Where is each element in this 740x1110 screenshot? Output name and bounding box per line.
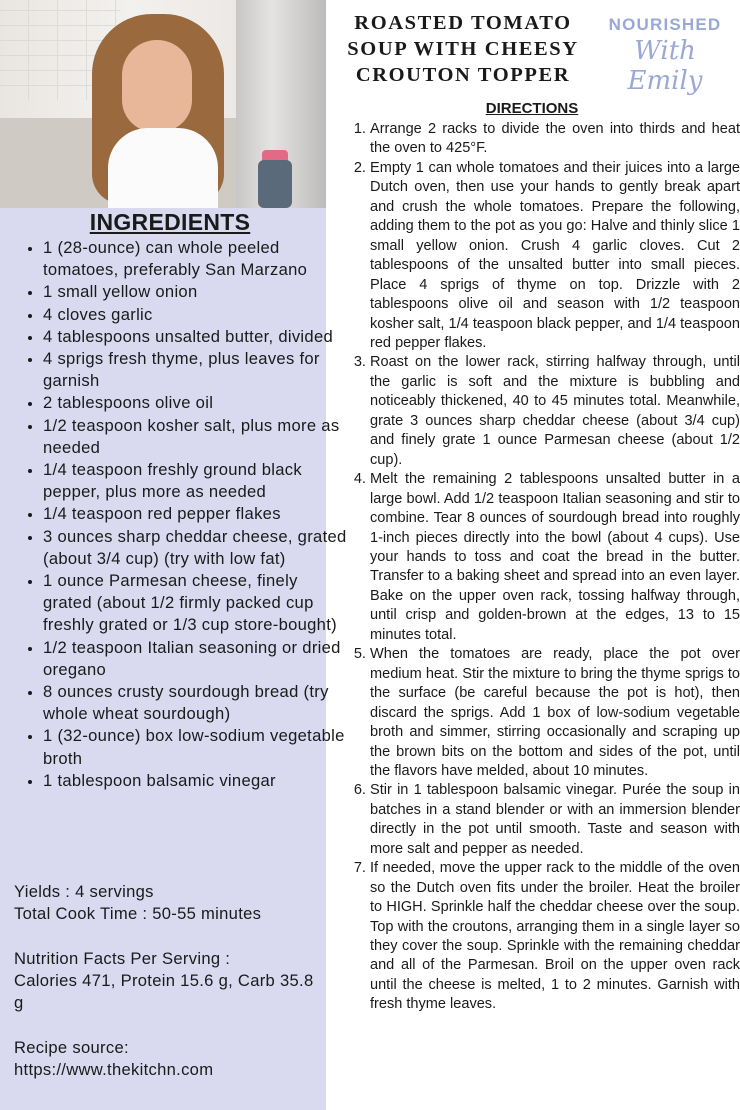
ingredient-item: • 4 sprigs fresh thyme, plus leaves for garnish bbox=[43, 348, 347, 392]
ingredient-item: • 1/4 teaspoon red pepper flakes bbox=[43, 503, 347, 525]
ingredient-item: • 1 ounce Parmesan cheese, finely grated (about 1/2 firmly packed cup freshly grated or 1/3 cup store-bought) bbox=[43, 570, 347, 637]
ingredient-item: • 3 ounces sharp cheddar cheese, grated (about 3/4 cup) (try with low fat) bbox=[43, 526, 347, 570]
direction-step: 1. Arrange 2 racks to divide the oven into thirds and heat the oven to 425°F. bbox=[370, 120, 740, 159]
author-photo bbox=[0, 0, 326, 208]
yields-text: Yields : 4 servings bbox=[14, 882, 154, 901]
ingredient-item: • 1/2 teaspoon Italian seasoning or dried oregano bbox=[43, 637, 347, 681]
source-info bbox=[14, 1037, 324, 1081]
brand-logo bbox=[595, 14, 735, 96]
direction-step: 2. Empty 1 can whole tomatoes and their juices into a large Dutch oven, then use your hands to gently break apart and crush the whole tomatoes. Prepare the following, adding them to the pot as you go: Halve and thinly slice 1 small yellow onion. Crush 4 garlic cloves. Cut 2 tablespoons of the unsalted butter into small pieces. Place 4 sprigs of thyme on top. Drizzle with 2 tablespoons olive oil and season with 1/2 teaspoon kosher salt, 1/4 teaspoon black pepper, and 1/4 teaspoon red pepper flakes. bbox=[370, 159, 740, 354]
nutrition-text: Calories 471, Protein 15.6 g, Carb 35.8 g bbox=[14, 971, 314, 1013]
source-url[interactable]: https://www.thekitchn.com bbox=[14, 1060, 214, 1080]
ingredients-list bbox=[22, 237, 347, 792]
direction-step: 3. Roast on the lower rack, stirring halfway through, until the garlic is soft and the mixture is bubbling and noticeably thickened, 40 to 45 minutes total. Meanwhile, grate 3 ounces sharp cheddar cheese (about 3/4 cup) and finely grate 1 ounce Parmesan cheese (about 1/2 cup). bbox=[370, 353, 740, 470]
directions-heading: DIRECTIONS bbox=[485, 100, 579, 117]
ingredient-item: • 1 (28-ounce) can whole peeled tomatoes, preferably San Marzano bbox=[43, 237, 347, 281]
ingredient-item: • 2 tablespoons olive oil bbox=[43, 392, 347, 414]
ingredient-item: • 1/4 teaspoon freshly ground black pepper, plus more as needed bbox=[43, 459, 347, 503]
direction-step: 6. Stir in 1 tablespoon balsamic vinegar. Purée the soup in batches in a stand blender or with an immersion blender directly in the pot until smooth. Taste and season with more salt and pepper as needed. bbox=[370, 781, 740, 859]
directions-list bbox=[353, 120, 740, 1015]
nutrition-heading: Nutrition Facts Per Serving : bbox=[14, 949, 231, 968]
ingredient-item: • 1 (32-ounce) box low-sodium vegetable broth bbox=[43, 725, 347, 769]
ingredient-item: • 4 tablespoons unsalted butter, divided bbox=[43, 326, 347, 348]
cook-time-text: Total Cook Time : 50-55 minutes bbox=[14, 904, 262, 924]
nutrition-info bbox=[14, 948, 324, 1015]
ingredient-item: • 8 ounces crusty sourdough bread (try whole wheat sourdough) bbox=[43, 681, 347, 725]
ingredients-heading: INGREDIENTS bbox=[89, 209, 251, 235]
direction-step: 7. If needed, move the upper rack to the middle of the oven so the Dutch oven fits under the broiler. Heat the broiler to HIGH. Sprinkle half the cheddar cheese over the soup. Top with the croutons, arranging them in a single layer so they cover the soup. Sprinkle with the remaining cheddar and all of the Parmesan. Broil on the upper oven rack until the cheese is melted, 1 to 2 minutes. Garnish with fresh thyme leaves. bbox=[370, 859, 740, 1015]
ingredient-item: • 1 tablespoon balsamic vinegar bbox=[43, 770, 347, 792]
direction-step: 5. When the tomatoes are ready, place the pot over medium heat. Stir the mixture to bring the thyme sprigs to the surface (be careful because the pot is hot), then discard the sprigs. Add 1 box of low-sodium vegetable broth and simmer, stirring occasionally and scraping up the brown bits on the bottom and sides of the pot, until the flavors have melded, about 10 minutes. bbox=[370, 645, 740, 781]
brand-logo-script: With Emily bbox=[627, 36, 703, 96]
source-label: Recipe source: bbox=[14, 1038, 129, 1057]
direction-step: 4. Melt the remaining 2 tablespoons unsalted butter in a large bowl. Add 1/2 teaspoon Italian seasoning and stir to combine. Tear 8 ounces of sourdough bread into roughly 1-inch pieces directly into the bowl (about 4 cups). Use your hands to toss and coat the bread in the butter. Transfer to a baking sheet and spread into an even layer. Bake on the upper oven rack, tossing halfway through, until crisp and golden-brown at the edges, 13 to 15 minutes total. bbox=[370, 470, 740, 645]
brand-logo-top: NOURISHED bbox=[608, 15, 722, 34]
ingredients-panel bbox=[0, 0, 347, 1110]
recipe-title: ROASTED TOMATO SOUP WITH CHEESY CROUTON TOPPER bbox=[347, 12, 579, 86]
ingredient-item: • 4 cloves garlic bbox=[43, 304, 347, 326]
yield-info bbox=[14, 881, 324, 925]
ingredient-item: • 1 small yellow onion bbox=[43, 281, 347, 303]
ingredient-item: • 1/2 teaspoon kosher salt, plus more as needed bbox=[43, 415, 347, 459]
